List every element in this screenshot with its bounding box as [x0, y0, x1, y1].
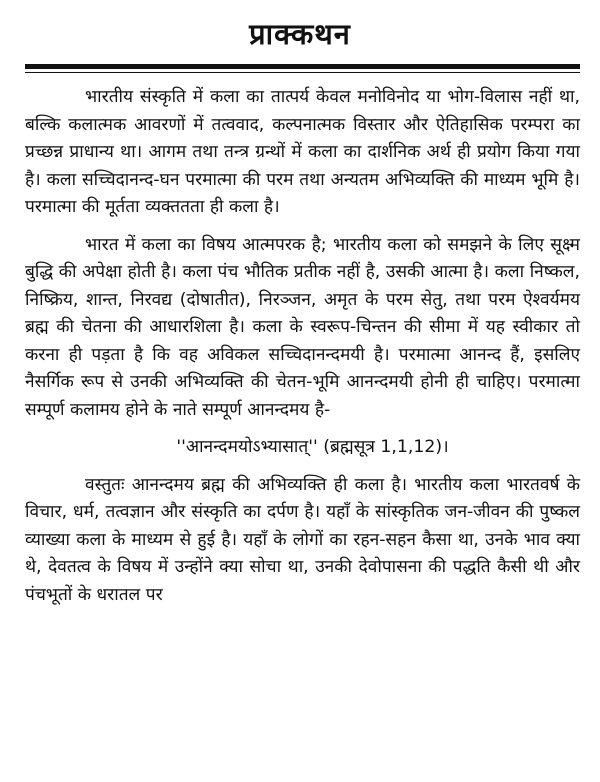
sutra-quote: ''आनन्दमयोऽभ्यासात्'' (ब्रह्मसूत्र 1,1,12)। — [176, 437, 449, 457]
title-divider-thin — [25, 72, 580, 73]
page-title: प्राक्कथन — [249, 17, 351, 51]
title-divider-thick — [25, 64, 580, 69]
paragraph-1: भारतीय संस्कृति में कला का तात्पर्य केवल मनोविनोद या भोग-विलास नहीं था, बल्कि कलात्मक आवरणों में तत्ववाद, कल्पनात्मक विस्तार और ऐतिहासिक परम्परा का प्रच्छन्न प्राधान्य था। आगम तथा तन्त्र ग्रन्थों में कला का दार्शनिक अर्थ ही प्रयोग किया गया है। कला सच्चिदानन्द-घन परमात्मा की परम तथा अन्यतम अभिव्यक्ति की माध्यम भूमि है। परमात्मा की मूर्तता व्यक्ततता ही कला है। — [25, 87, 580, 217]
paragraph-3: वस्तुतः आनन्दमय ब्रह्म की अभिव्यक्ति ही कला है। भारतीय कला भारतवर्ष के विचार, धर्म, तत्वज्ञान और संस्कृति का दर्पण है। यहाँ के सांस्कृतिक जन-जीवन की पुष्कल व्याख्या कला के माध्यम से हुई है। यहाँ के लोगों का रहन-सहन कैसा था, उनके भाव क्या थे, देवतत्व के विषय में उन्होंने क्या सोचा था, उनकी देवोपासना की पद्धति कैसी थी और पंचभूतों के धरातल पर — [25, 474, 580, 605]
document-body — [25, 84, 580, 619]
paragraph-2: भारत में कला का विषय आत्मपरक है; भारतीय कला को समझने के लिए सूक्ष्म बुद्धि की अपेक्षा होती है। कला पंच भौतिक प्रतीक नहीं है, उसकी आत्मा है। कला निष्कल, निष्क्रिय, शान्त, निरवद्य (दोषातीत), निरञ्जन, अमृत के परम सेतु, तथा परम ऐश्वर्यमय ब्रह्म की चेतना की आधारशिला है। कला के स्वरूप-चिन्तन की सीमा में यह स्वीकार तो करना ही पड़ता है कि वह अविकल सच्चिदानन्दमयी है। परमात्मा आनन्द हैं, इसलिए नैसर्गिक रूप से उनकी अभिव्यक्ति की चेतन-भूमि आनन्दमयी होनी ही चाहिए। परमात्मा सम्पूर्ण कलामय होने के नाते सम्पूर्ण आनन्दमय है- — [25, 234, 580, 420]
